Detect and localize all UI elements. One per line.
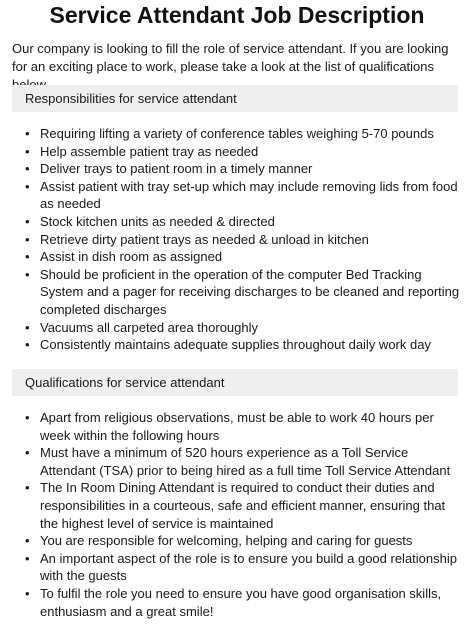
list-item-text: Vacuums all carpeted area thoroughly <box>40 319 258 335</box>
list-item-text: The In Room Dining Attendant is required to conduct their duties and responsibilities in a courteous, safe and efficient manner, ensuring that the highest level of service is maintained <box>40 480 446 531</box>
list-item <box>12 143 462 161</box>
list-item <box>12 409 462 444</box>
bullet-icon: • <box>25 410 30 425</box>
list-item-text: Requiring lifting a variety of conference tables weighing 5-70 pounds <box>40 126 434 141</box>
list-item <box>12 231 462 249</box>
bullet-icon: • <box>25 143 30 159</box>
bullet-icon: • <box>25 445 30 461</box>
list-item-text: Help assemble patient tray as needed <box>40 143 259 159</box>
responsibilities-list <box>12 125 462 354</box>
list-item-text: Should be proficient in the operation of the computer Bed Tracking System and a pager for receiving discharges to be cleaned and reporting completed discharges <box>40 266 460 317</box>
qualifications-list <box>12 409 462 620</box>
bullet-icon: • <box>25 319 30 335</box>
bullet-icon: • <box>25 126 30 141</box>
list-item-text: Assist patient with tray set-up which may include removing lids from food as needed <box>40 178 458 212</box>
list-item-text: Apart from religious observations, must be able to work 40 hours per week within the following hours <box>40 410 434 443</box>
bullet-icon: • <box>25 213 30 229</box>
list-item-text: To fulfil the role you need to ensure you have good organisation skills, enthusiasm and a great smile! <box>40 585 442 619</box>
intro-paragraph: Our company is looking to fill the role of service attendant. If you are looking for an exciting place to work, please take a look at the list of qualifications <box>12 41 449 74</box>
bullet-icon: • <box>25 178 30 194</box>
bullet-icon: • <box>25 266 30 282</box>
list-item <box>12 444 462 479</box>
list-item-text: Consistently maintains adequate supplies throughout daily work day <box>40 337 431 353</box>
list-item <box>12 550 462 585</box>
list-item-text: Must have a minimum of 520 hours experience as a Toll Service Attendant (TSA) prior to being hired as a full time Toll Service Attendant <box>40 445 451 478</box>
list-item <box>12 213 462 231</box>
list-item <box>12 248 462 266</box>
bullet-icon: • <box>25 249 30 265</box>
list-item <box>12 479 462 532</box>
list-item-text: Assist in dish room as assigned <box>40 249 223 265</box>
list-item-text: Stock kitchen units as needed & directed <box>40 213 275 229</box>
list-item-text: You are responsible for welcoming, helping and caring for guests <box>40 533 413 549</box>
bullet-icon: • <box>25 585 30 601</box>
responsibilities-heading: Responsibilities for service attendant <box>12 85 458 112</box>
page-title: Service Attendant Job Description <box>49 2 425 28</box>
list-item <box>12 160 462 178</box>
list-item <box>12 125 462 143</box>
list-item-text: An important aspect of the role is to ensure you build a good relationship with the guests <box>40 550 457 584</box>
list-item <box>12 319 462 337</box>
list-item-text: Retrieve dirty patient trays as needed & unload in kitchen <box>40 231 369 247</box>
list-item <box>12 585 462 620</box>
list-item <box>12 266 462 319</box>
list-item <box>12 336 462 354</box>
qualifications-heading: Qualifications for service attendant <box>12 369 458 396</box>
list-item-text: Deliver trays to patient room in a timely manner <box>40 161 313 177</box>
bullet-icon: • <box>25 161 30 177</box>
bullet-icon: • <box>25 231 30 247</box>
bullet-icon: • <box>25 550 30 566</box>
bullet-icon: • <box>25 533 30 549</box>
bullet-icon: • <box>25 337 30 353</box>
list-item <box>12 178 462 213</box>
list-item <box>12 532 462 550</box>
bullet-icon: • <box>25 480 30 496</box>
